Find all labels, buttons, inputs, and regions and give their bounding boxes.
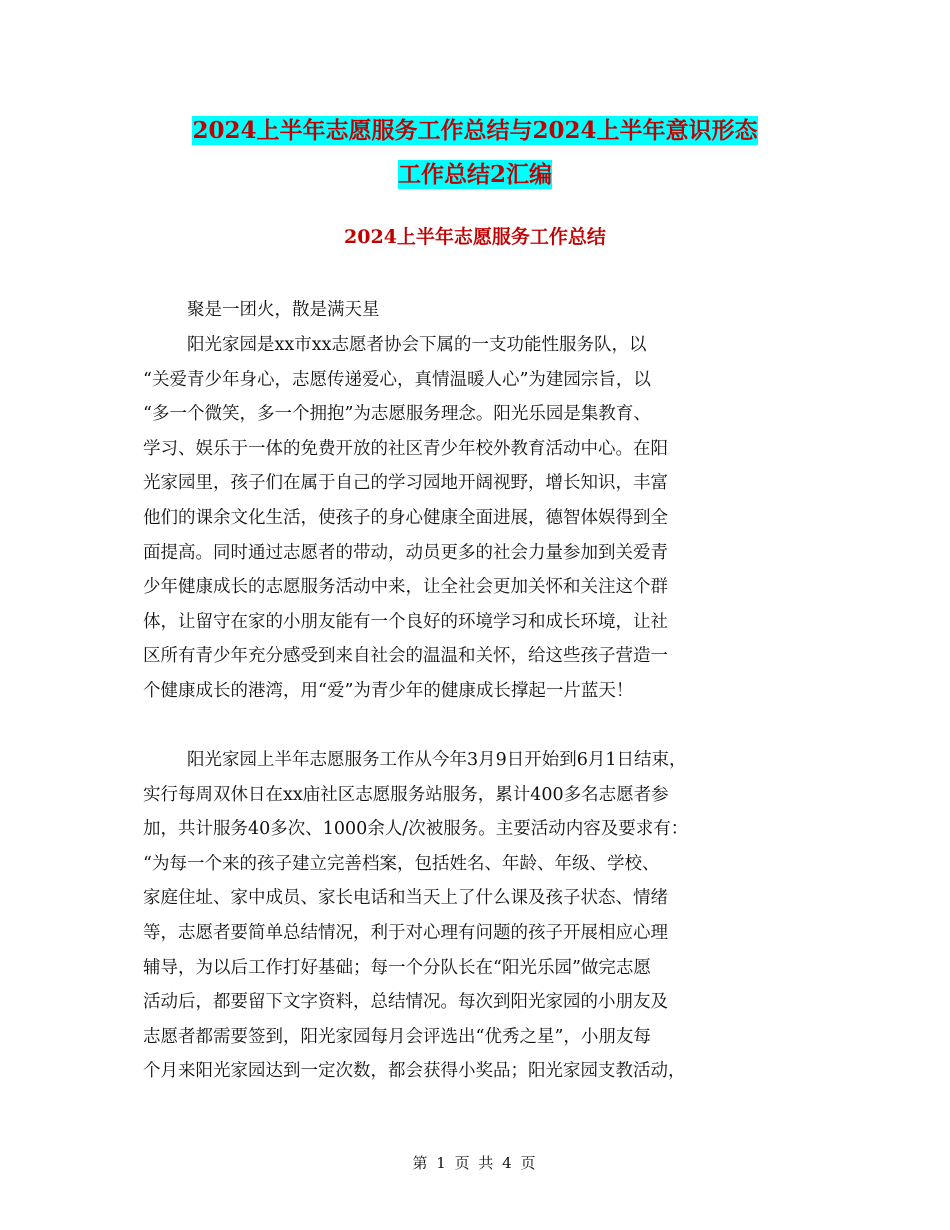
- paragraph-line: 家庭住址、家中成员、家长电话和当天上了什么课及孩子状态、情绪: [143, 888, 668, 909]
- paragraph-line: 阳光家园上半年志愿服务工作从今年3月9日开始到6月1日结束，: [187, 750, 687, 770]
- section-heading: 2024上半年志愿服务工作总结: [344, 226, 606, 248]
- paragraph-line: 少年健康成长的志愿服务活动中来，让全社会更加关怀和关注这个群: [143, 577, 668, 598]
- paragraph-line: 阳光家园是xx市xx志愿者协会下属的一支功能性服务队，以: [187, 335, 647, 355]
- paragraph-line: 活动后，都要留下文字资料，总结情况。每次到阳光家园的小朋友及: [143, 992, 668, 1013]
- paragraph-line: 光家园里，孩子们在属于自己的学习园地开阔视野，增长知识，丰富: [143, 473, 668, 494]
- paragraph-line: 实行每周双休日在xx庙社区志愿服务站服务，累计400多名志愿者参: [143, 784, 669, 805]
- paragraph-3: [143, 743, 823, 1089]
- paragraph-line: 加，共计服务40多次、1000余人/次被服务。主要活动内容及要求有：: [143, 819, 689, 840]
- document-title-line-1: [0, 112, 950, 150]
- title-highlight: 2024上半年志愿服务工作总结与2024上半年意识形态: [192, 117, 758, 144]
- paragraph-line: 聚是一团火，散是满天星: [187, 300, 380, 320]
- paragraph-2: [143, 328, 823, 709]
- document-title-line-2: [0, 156, 950, 194]
- paragraph-line: 志愿者都需要签到，阳光家园每月会评选出“优秀之星”，小朋友每: [143, 1026, 651, 1047]
- page-number-footer: 第 1 页 共 4 页: [412, 1154, 538, 1172]
- paragraph-line: “为每一个来的孩子建立完善档案，包括姓名、年龄、年级、学校、: [143, 853, 660, 874]
- paragraph-1: [143, 293, 823, 328]
- paragraph-line: “多一个微笑，多一个拥抱”为志愿服务理念。阳光乐园是集教育、: [143, 404, 651, 425]
- paragraph-line: 他们的课余文化生活，使孩子的身心健康全面进展，德智体娱得到全: [143, 507, 668, 528]
- paragraph-line: 体，让留守在家的小朋友能有一个良好的环境学习和成长环境，让社: [143, 611, 668, 632]
- paragraph-line: “关爱青少年身心，志愿传递爱心，真情温暖人心”为建园宗旨，以: [143, 369, 651, 390]
- title-highlight: 工作总结2汇编: [397, 161, 552, 188]
- paragraph-line: 个月来阳光家园达到一定次数，都会获得小奖品；阳光家园支教活动，: [143, 1061, 686, 1082]
- paragraph-line: 辅导，为以后工作打好基础；每一个分队长在“阳光乐园”做完志愿: [143, 957, 651, 978]
- paragraph-line: 面提高。同时通过志愿者的带动，动员更多的社会力量参加到关爱青: [143, 542, 668, 563]
- paragraph-line: 个健康成长的港湾，用“爱”为青少年的健康成长撑起一片蓝天！: [143, 680, 634, 701]
- paragraph-line: 等，志愿者要简单总结情况，利于对心理有问题的孩子开展相应心理: [143, 922, 668, 943]
- paragraph-line: 区所有青少年充分感受到来自社会的温温和关怀，给这些孩子营造一: [143, 646, 668, 667]
- paragraph-line: 学习、娱乐于一体的免费开放的社区青少年校外教育活动中心。在阳: [143, 438, 668, 459]
